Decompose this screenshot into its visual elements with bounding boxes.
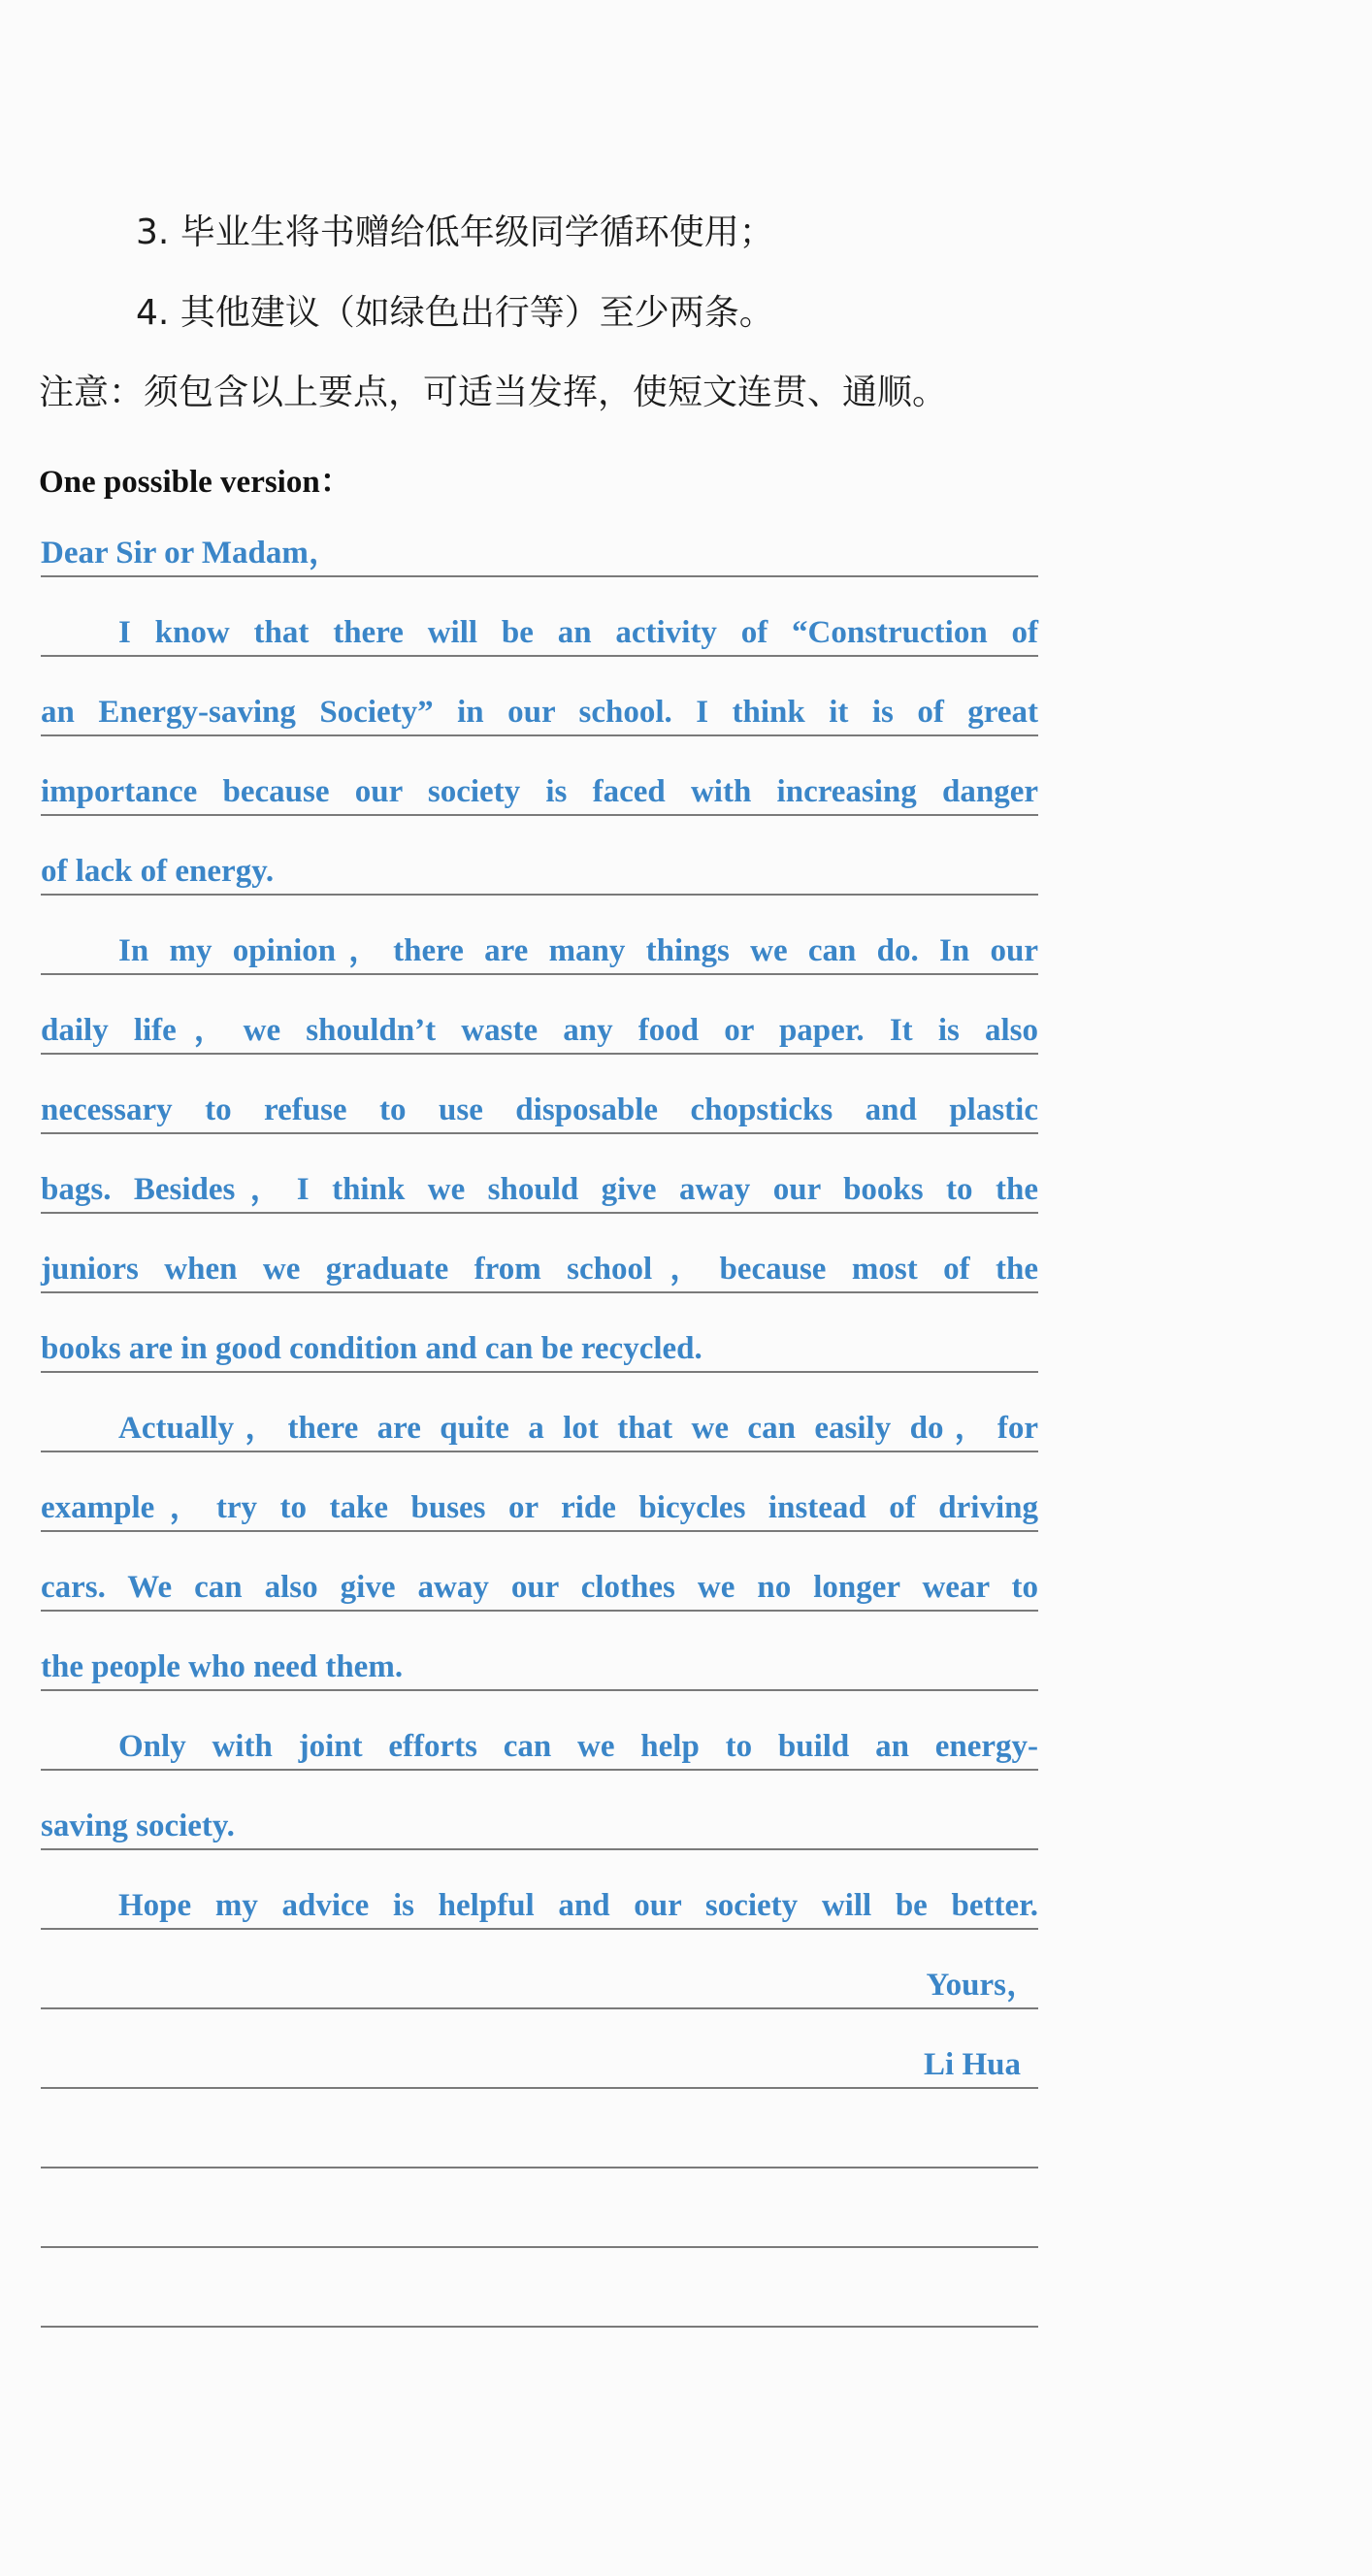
answer-rule [41, 1689, 1038, 1691]
answer-rule [41, 1371, 1038, 1373]
answer-rule [41, 973, 1038, 975]
essay-line: importance because our society is faced with increasing danger [41, 774, 1038, 809]
instruction-note: 注意：须包含以上要点，可适当发挥，使短文连贯、通顺。 [39, 373, 948, 412]
answer-rule [41, 814, 1038, 816]
answer-rule [41, 1212, 1038, 1214]
essay-line: juniors when we graduate from school，because most of the [41, 1252, 1038, 1287]
answer-rule [41, 2007, 1038, 2009]
sample-answer-heading: One possible version： [39, 465, 352, 500]
essay-line: cars. We can also give away our clothes we no longer wear to [41, 1570, 1038, 1605]
answer-rule [41, 655, 1038, 657]
answer-rule [41, 734, 1038, 736]
essay-line: an Energy-saving Society” in our school. I think it is of great [41, 695, 1038, 730]
answer-rule [41, 1132, 1038, 1134]
requirement-item-3: 3. 毕业生将书赠给低年级同学循环使用； [136, 212, 774, 252]
answer-rule [41, 1928, 1038, 1930]
requirement-item-4: 4. 其他建议（如绿色出行等）至少两条。 [136, 293, 774, 333]
essay-line: In my opinion，there are many things we can do. In our [118, 933, 1038, 968]
answer-rule [41, 1451, 1038, 1452]
answer-rule [41, 2167, 1038, 2168]
essay-signature: Li Hua [924, 2047, 1021, 2082]
essay-line: saving society. [41, 1809, 235, 1843]
answer-rule [41, 1530, 1038, 1532]
essay-line: Actually，there are quite a lot that we can easily do，for [118, 1411, 1038, 1446]
essay-line: example，try to take buses or ride bicycles instead of driving [41, 1490, 1038, 1525]
essay-line: daily life，we shouldn’t waste any food or paper. It is also [41, 1013, 1038, 1048]
essay-line: Hope my advice is helpful and our society will be better. [118, 1888, 1038, 1923]
essay-closing: Yours， [926, 1968, 1038, 2003]
essay-line: the people who need them. [41, 1649, 404, 1684]
essay-salutation: Dear Sir or Madam， [41, 536, 341, 571]
essay-line: bags. Besides，I think we should give away our books to the [41, 1172, 1038, 1207]
essay-line: of lack of energy. [41, 854, 275, 889]
answer-rule [41, 1848, 1038, 1850]
essay-line: necessary to refuse to use disposable chopsticks and plastic [41, 1092, 1038, 1127]
answer-rule [41, 2246, 1038, 2248]
answer-rule [41, 2326, 1038, 2328]
essay-line: Only with joint efforts can we help to build an energy- [118, 1729, 1038, 1764]
answer-rule [41, 2087, 1038, 2089]
answer-rule [41, 894, 1038, 896]
answer-rule [41, 575, 1038, 577]
answer-rule [41, 1610, 1038, 1612]
answer-rule [41, 1053, 1038, 1055]
essay-line: I know that there will be an activity of “Construction of [118, 615, 1038, 650]
essay-line: books are in good condition and can be recycled. [41, 1331, 702, 1366]
answer-rule [41, 1291, 1038, 1293]
answer-rule [41, 1769, 1038, 1771]
